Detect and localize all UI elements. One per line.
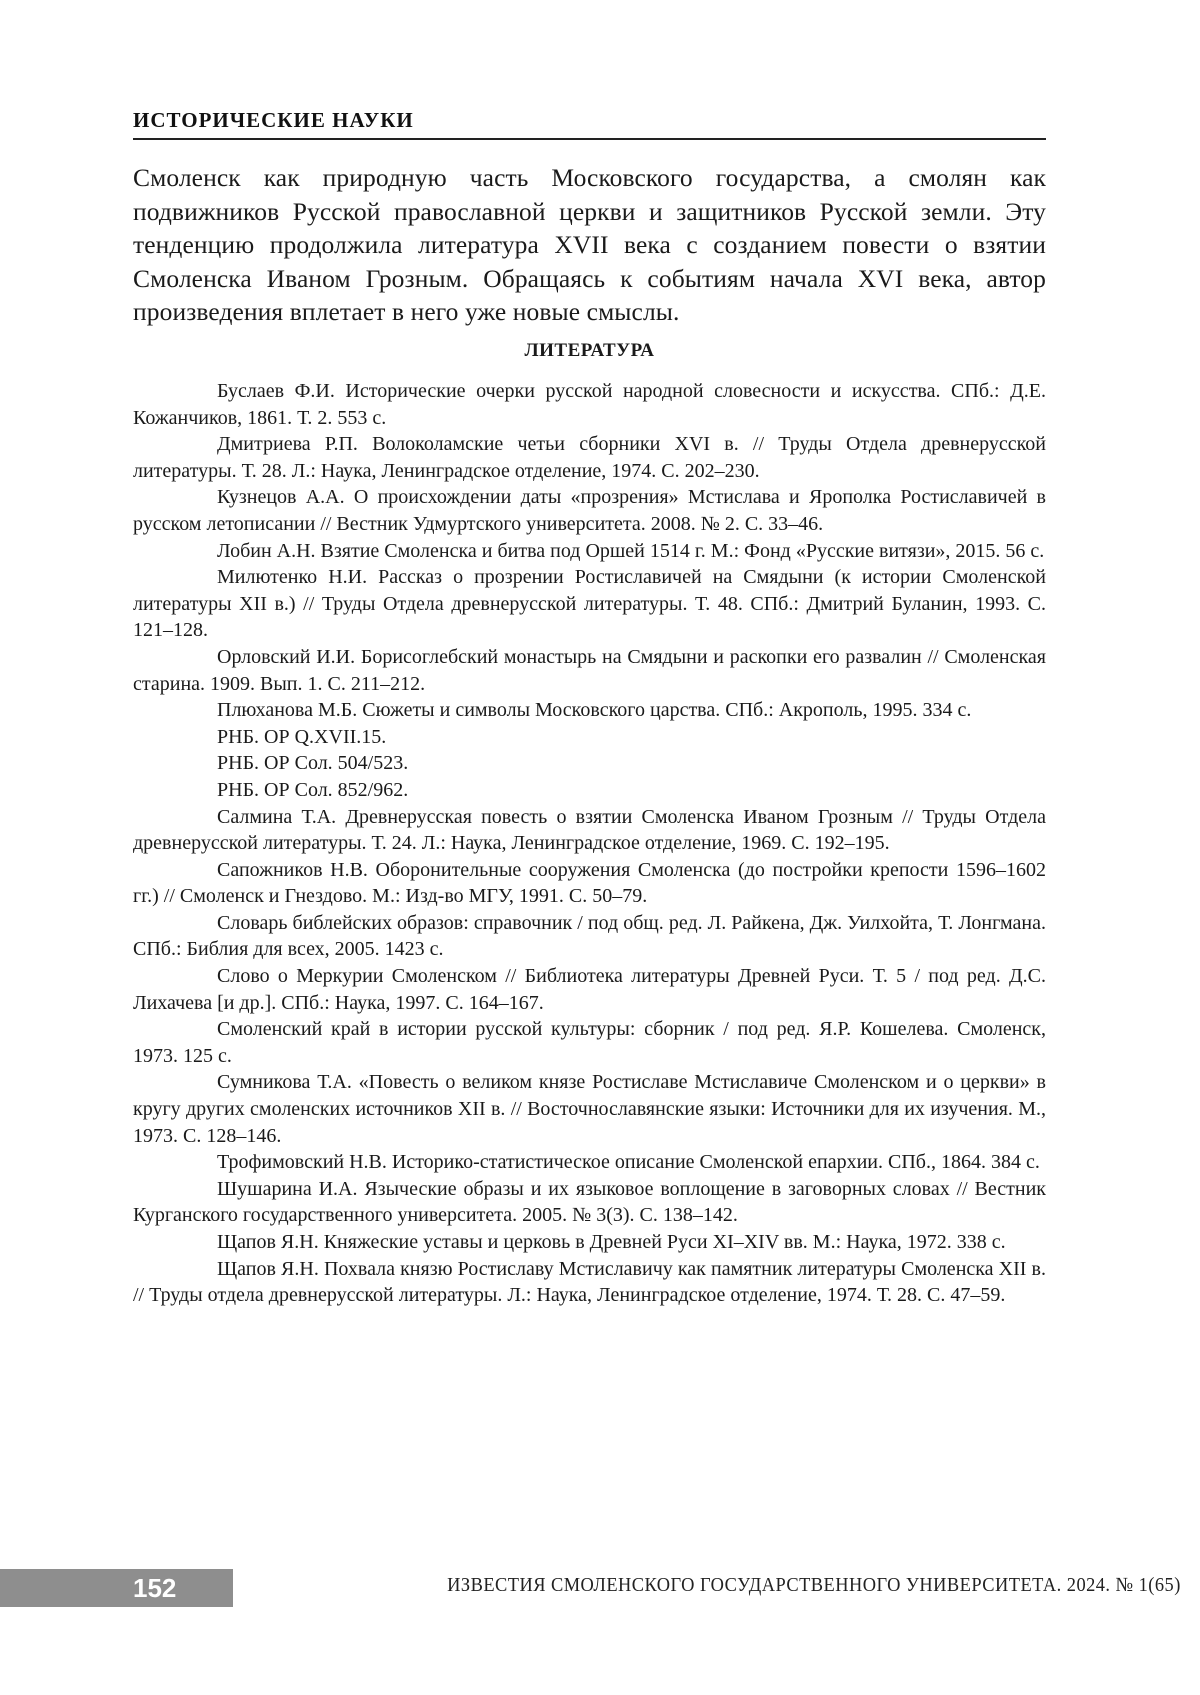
reference-item: РНБ. ОР Сол. 852/962.: [217, 778, 409, 801]
reference-item: Слово о Меркурии Смоленском // Библиотека литературы Древней Руси. Т. 5 / под ред. Д.С. Лихачева [и др.]. СПб.: Наука, 1997. С. 164–167.: [133, 965, 1046, 1014]
reference-item: Лобин А.Н. Взятие Смоленска и битва под Оршей 1514 г. М.: Фонд «Русские витязи», 2015. 56 с.: [217, 539, 1045, 562]
reference-item: Салмина Т.А. Древнерусская повесть о взятии Смоленска Иваном Грозным // Труды Отдела древнерусской литературы. Т. 24. Л.: Наука, Ленинградское отделение, 1969. С. 192–195.: [133, 805, 1046, 855]
reference-item: РНБ. ОР Сол. 504/523.: [217, 752, 409, 775]
section-title: ИСТОРИЧЕСКИЕ НАУКИ: [133, 108, 414, 132]
body-paragraph: Смоленск как природную часть Московского государства, а смолян как подвижников Русской православной церкви и защитников Русской земли. Эту тенденцию продолжила литература XVII века с созданием повести о взятии Смоленска Иваном Грозным. Обращаясь к событиям начала XVI века, автор произведения вплетает в него уже новые смыслы.: [133, 163, 1046, 326]
reference-item: Шушарина И.А. Языческие образы и их языковое воплощение в заговорных словах // Вестник Курганского государственного университета. 2005. № 3(3). С. 138–142.: [133, 1177, 1046, 1227]
reference-item: Орловский И.И. Борисоглебский монастырь на Смядыни и раскопки его развалин // Смоленская старина. 1909. Вып. 1. С. 211–212.: [133, 645, 1046, 695]
references-heading: ЛИТЕРАТУРА: [524, 340, 655, 361]
references-list: [133, 378, 1046, 1309]
reference-item: Сапожников Н.В. Оборонительные сооружения Смоленска (до постройки крепости 1596–1602 гг.) // Смоленск и Гнездово. М.: Изд-во МГУ, 1991. С. 50–79.: [133, 858, 1046, 908]
reference-item: Кузнецов А.А. О происхождении даты «прозрения» Мстислава и Ярополка Ростиславичей в русском летописании // Вестник Удмуртского университета. 2008. № 2. С. 33–46.: [133, 486, 1046, 535]
reference-item: Смоленский край в истории русской культуры: сборник / под ред. Я.Р. Кошелева. Смоленск, 1973. 125 с.: [133, 1018, 1046, 1067]
reference-item: Дмитриева Р.П. Волоколамские четьи сборники XVI в. // Труды Отдела древнерусской литературы. Т. 28. Л.: Наука, Ленинградское отделение, 1974. С. 202–230.: [133, 433, 1046, 482]
reference-item: РНБ. ОР Q.XVII.15.: [217, 725, 387, 748]
page-number: 152: [133, 1573, 177, 1603]
reference-item: Трофимовский Н.В. Историко-статистическое описание Смоленской епархии. СПб., 1864. 384 с.: [217, 1151, 1040, 1174]
journal-title: ИЗВЕСТИЯ СМОЛЕНСКОГО ГОСУДАРСТВЕННОГО УНИВЕРСИТЕТА. 2024. № 1(65): [447, 1574, 1181, 1596]
reference-item: Сумникова Т.А. «Повесть о великом князе Ростиславе Мстиславиче Смоленском и о церкви» в кругу других смоленских источников XII в. // Восточнославянские языки: Источники для их изучения. М., 1973. С. 128–146.: [133, 1071, 1046, 1147]
reference-item: Буслаев Ф.И. Исторические очерки русской народной словесности и искусства. СПб.: Д.Е. Кожанчиков, 1861. Т. 2. 553 с.: [133, 380, 1046, 429]
running-header: [133, 108, 1046, 140]
page-number-tab: [0, 1569, 233, 1607]
reference-item: Плюханова М.Б. Сюжеты и символы Московского царства. СПб.: Акрополь, 1995. 334 с.: [217, 699, 972, 722]
reference-item: Щапов Я.Н. Княжеские уставы и церковь в Древней Руси XI–XIV вв. М.: Наука, 1972. 338 с.: [217, 1231, 1006, 1253]
reference-item: Милютенко Н.И. Рассказ о прозрении Ростиславичей на Смядыни (к истории Смоленской литературы XII в.) // Труды Отдела древнерусской литературы. Т. 48. СПб.: Дмитрий Буланин, 1993. С. 121–128.: [133, 566, 1046, 642]
reference-item: Щапов Я.Н. Похвала князю Ростиславу Мстиславичу как памятник литературы Смоленска XII в. // Труды отдела древнерусской литературы. Л.: Наука, Ленинградское отделение, 1974. Т. 28. С. 47–59.: [133, 1257, 1046, 1307]
reference-item: Словарь библейских образов: справочник / под общ. ред. Л. Райкена, Дж. Уилхойта, Т. Лонгмана. СПб.: Библия для всех, 2005. 1423 с.: [133, 911, 1046, 961]
